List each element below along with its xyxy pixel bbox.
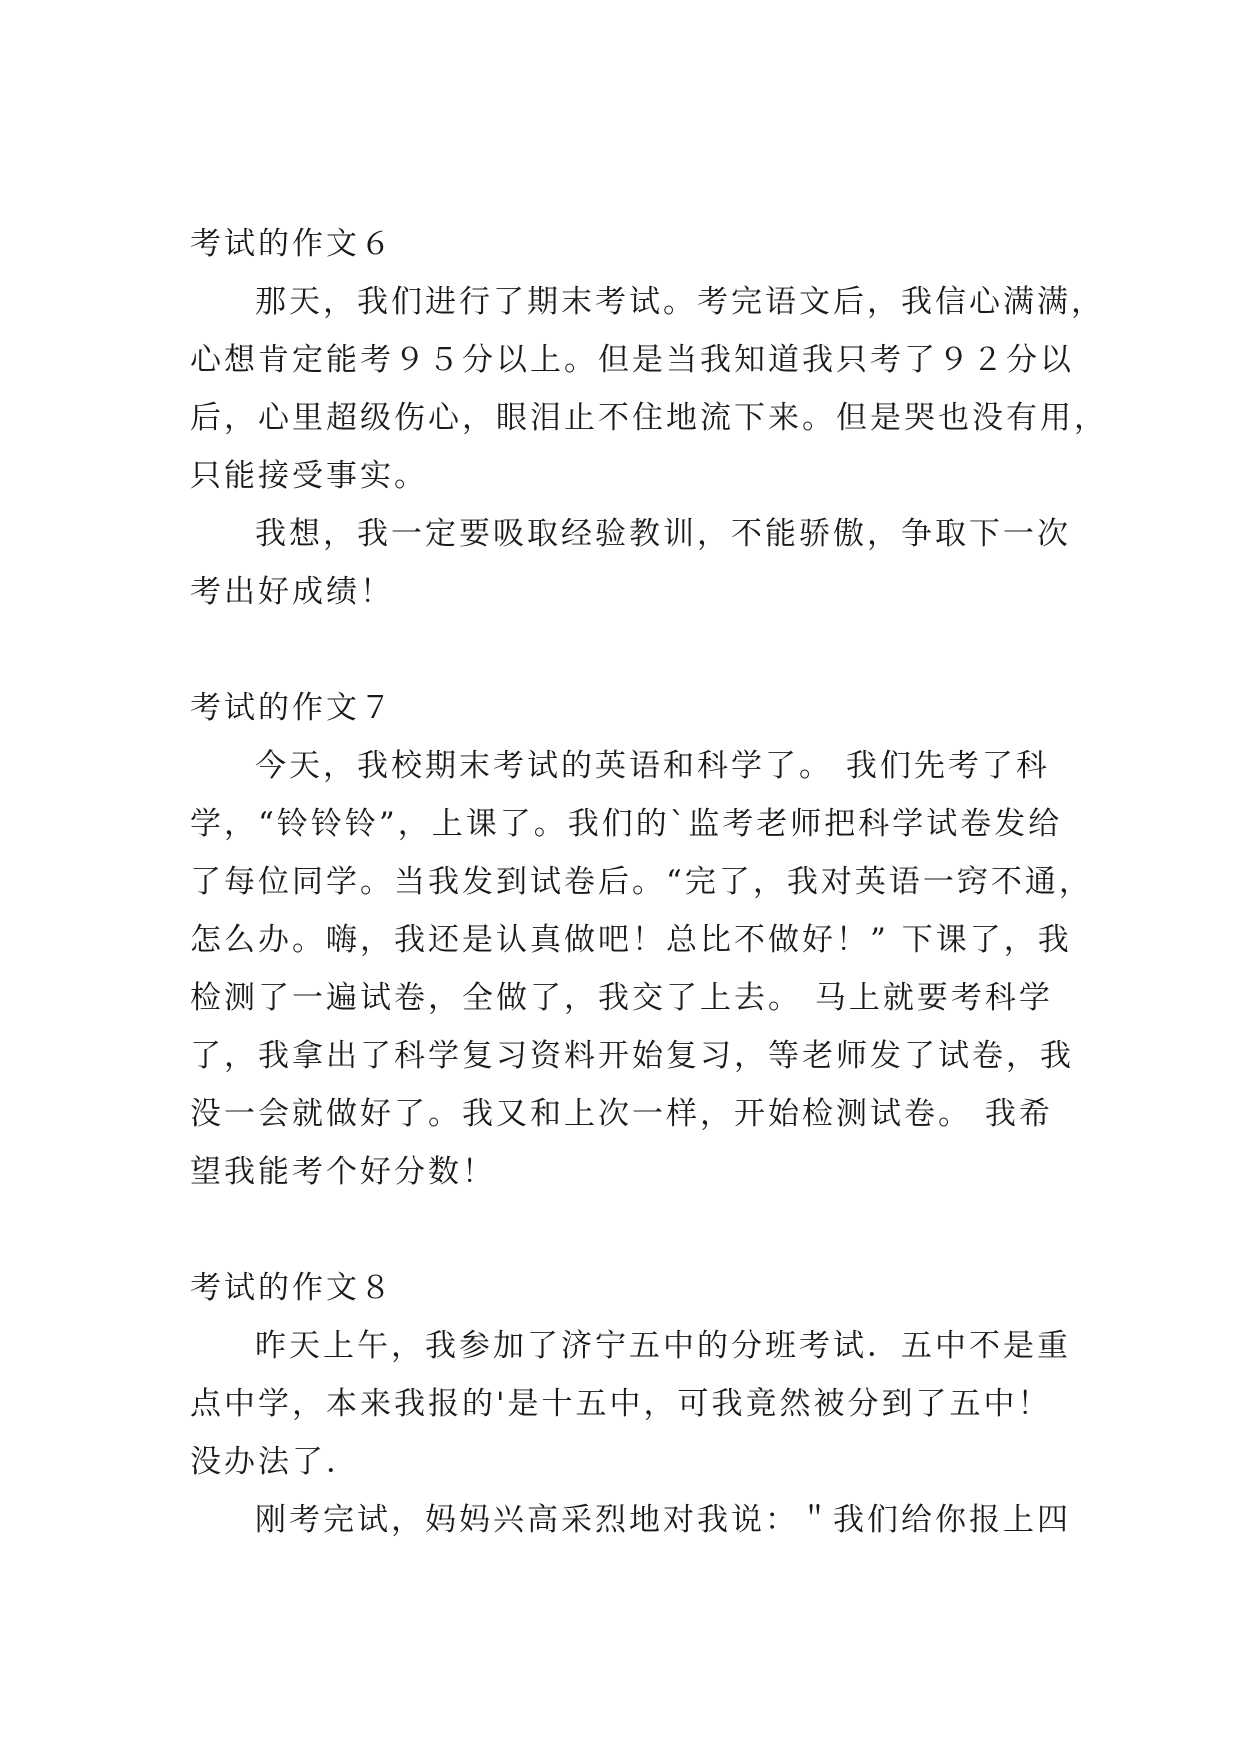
essay-7-paragraph-1-line-6: 了，我拿出了科学复习资料开始复习，等老师发了试卷，我: [190, 1038, 1074, 1074]
essay-6-title: 考试的作文６: [190, 226, 394, 262]
essay-7-paragraph-1-line-7: 没一会就做好了。我又和上次一样，开始检测试卷。 我希: [190, 1096, 1053, 1132]
essay-6-paragraph-1-line-4: 只能接受事实。: [190, 458, 428, 494]
essay-7-title: 考试的作文７: [190, 690, 394, 726]
essay-6-paragraph-2-line-1: 我想，我一定要吸取经验教训，不能骄傲，争取下一次: [255, 516, 1071, 552]
essay-7-paragraph-1-line-5: 检测了一遍试卷，全做了，我交了上去。 马上就要考科学: [190, 980, 1053, 1016]
essay-8-paragraph-1-line-2: 点中学，本来我报的'是十五中，可我竟然被分到了五中！: [190, 1386, 1052, 1422]
essay-7-paragraph-1-line-8: 望我能考个好分数！: [190, 1154, 496, 1190]
essay-8-paragraph-1-line-3: 没办法了．: [190, 1444, 360, 1480]
essay-8-title: 考试的作文８: [190, 1270, 394, 1306]
essay-6-paragraph-2-line-2: 考出好成绩！: [190, 574, 394, 610]
essay-7-paragraph-1-line-2: 学，“铃铃铃”，上课了。我们的`监考老师把科学试卷发给: [190, 806, 1063, 842]
essay-8-paragraph-2-line-1: 刚考完试，妈妈兴高采烈地对我说：＂我们给你报上四: [255, 1502, 1071, 1538]
essay-8-paragraph-1-line-1: 昨天上午，我参加了济宁五中的分班考试．五中不是重: [255, 1328, 1071, 1364]
essay-7-paragraph-1-line-1: 今天，我校期末考试的英语和科学了。 我们先考了科: [255, 748, 1050, 784]
essay-7-paragraph-1-line-3: 了每位同学。当我发到试卷后。“完了，我对英语一窍不通，: [190, 864, 1093, 900]
essay-6-paragraph-1-line-2: 心想肯定能考９５分以上。但是当我知道我只考了９２分以: [190, 342, 1074, 378]
essay-6-paragraph-1-line-1: 那天，我们进行了期末考试。考完语文后，我信心满满，: [255, 284, 1105, 320]
essay-7-paragraph-1-line-4: 怎么办。嗨，我还是认真做吧！总比不做好！” 下课了，我: [190, 922, 1072, 958]
essay-6-paragraph-1-line-3: 后，心里超级伤心，眼泪止不住地流下来。但是哭也没有用，: [190, 400, 1108, 436]
